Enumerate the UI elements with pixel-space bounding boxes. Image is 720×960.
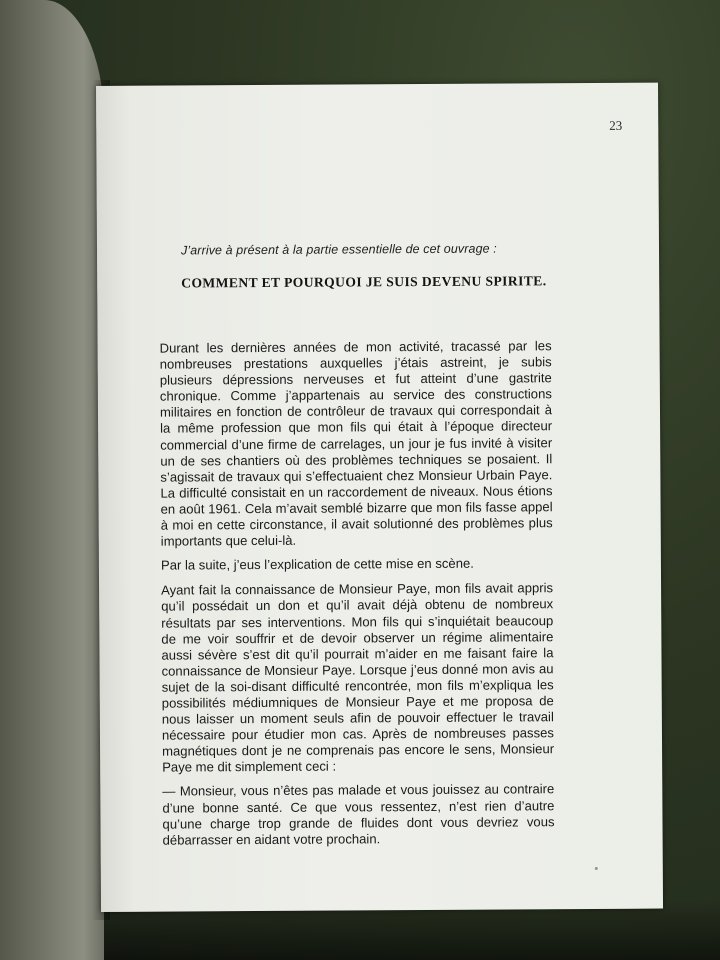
book-page bbox=[96, 83, 663, 912]
body-text bbox=[160, 338, 555, 856]
facing-page bbox=[0, 0, 104, 960]
page-number: 23 bbox=[609, 117, 623, 133]
paragraph: — Monsieur, vous n’êtes pas malade et vous jouissez au contraire d’une bonne santé. Ce que vous ressentez, n’est rien d’autre qu’une charge trop grande de fluides dont vous devriez vous débarrasser en aidant votre prochain. bbox=[162, 781, 555, 848]
paragraph: Ayant fait la connaissance de Monsieur Paye, mon fils avait appris qu’il possédait un don et qu’il avait déjà obtenu de nombreux résultats par ses interventions. Mon fils qui s’inquiétait beaucoup de me voir souffrir et de devoir observer un régime alimentaire aussi sévère s’est dit qu’il pourrait m’aider en me faisant faire la connaissance de Monsieur Paye. Lorsque j’eus donné mon avis au sujet de la soi-disant difficulté rencontrée, mon fils m’expliqua les possibilités médiumniques de Monsieur Paye et me proposa de nous laisser un moment seuls afin de pouvoir effectuer le travail nécessaire pour étudier mon cas. Après de nombreuses passes magnétiques dont je ne comprenais pas encore le sens, Monsieur Paye me dit simplement ceci : bbox=[161, 580, 555, 775]
intro-line: J’arrive à présent à la partie essentielle de cet ouvrage : bbox=[180, 241, 497, 258]
paper-speck bbox=[595, 867, 598, 870]
paragraph: Par la suite, j’eus l’explication de cette mise en scène. bbox=[160, 555, 474, 573]
chapter-title: COMMENT ET POURQUOI JE SUIS DEVENU SPIRITE. bbox=[181, 273, 547, 291]
paragraph: Durant les dernières années de mon activité, tracassé par les nombreuses prestations auxquelles j’étais astreint, je subis plusieurs dépressions nerveuses et fut atteint d’une gastrite chronique. Comme j’appartenais au service des constructions militaires en fonction de contrôleur de travaux qui correspondait à la même profession que mon fils qui était à l’époque directeur commercial d’une firme de carrelages, un jour je fus invité à visiter un de ses chantiers où des problèmes techniques se posaient. Il s’agissait de travaux qui s’effectuaient chez Monsieur Urbain Paye. La difficulté consistait en un raccordement de niveaux. Nous étions en août 1961. Cela m’avait semblé bizarre que mon fils fasse appel à moi en cette circonstance, il avait solutionné des problèmes plus importants que celui-là. bbox=[159, 338, 553, 549]
